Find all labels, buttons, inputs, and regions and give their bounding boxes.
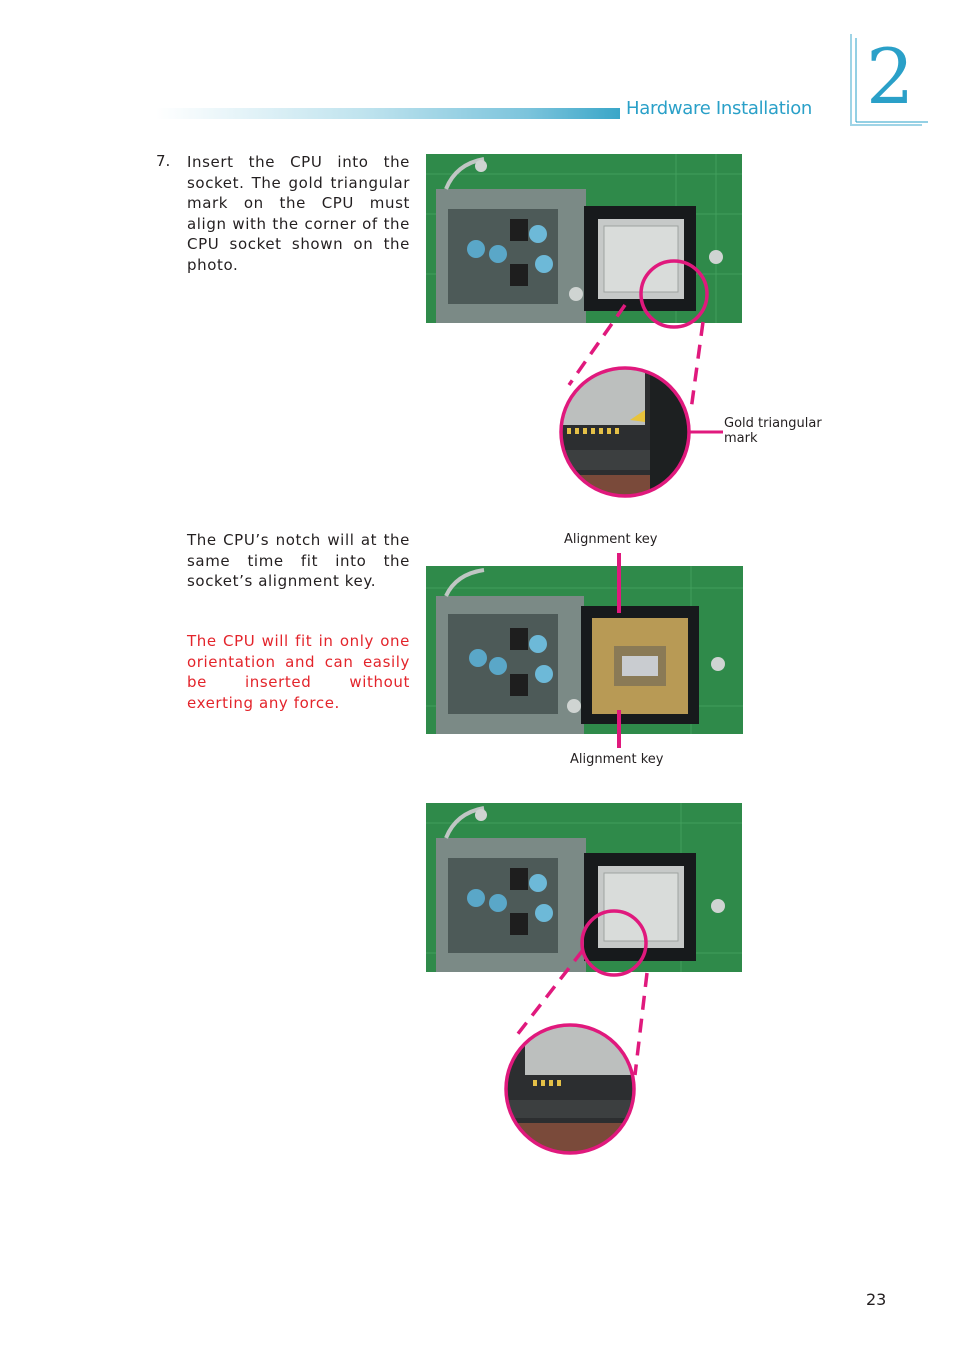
gold-mark-label-line2: mark (724, 431, 758, 446)
section-title: Hardware Installation (626, 98, 813, 119)
alignment-key-label-top: Alignment key (564, 532, 658, 547)
highlight-circle (641, 261, 707, 327)
gold-mark-label-line1: Gold triangular (724, 416, 822, 431)
gold-mark-label (724, 416, 822, 446)
alignment-key-pointer-top (617, 553, 621, 613)
orientation-warning: The CPU will fit in only one orientation and can easily be inserted without exerting any force. (187, 632, 410, 712)
notch-description: The CPU’s notch will at the same time fit into the socket’s alignment key. (187, 531, 410, 590)
chapter-number: 2 (866, 32, 915, 121)
alignment-key-label-bottom: Alignment key (570, 752, 664, 767)
zoom-callout-1 (555, 250, 730, 505)
page-number: 23 (866, 1290, 887, 1309)
step-instruction: Insert the CPU into the socket. The gold triangular mark on the CPU must align with the corner of the CPU socket shown on the photo. (187, 153, 410, 274)
cpu-socket-photo-2 (426, 566, 743, 734)
header-gradient-bar (156, 108, 620, 119)
step-number: 7. (156, 152, 171, 170)
alignment-key-pointer-bottom (617, 710, 621, 748)
highlight-circle-2 (582, 911, 646, 975)
zoom-callout-2 (495, 905, 655, 1160)
